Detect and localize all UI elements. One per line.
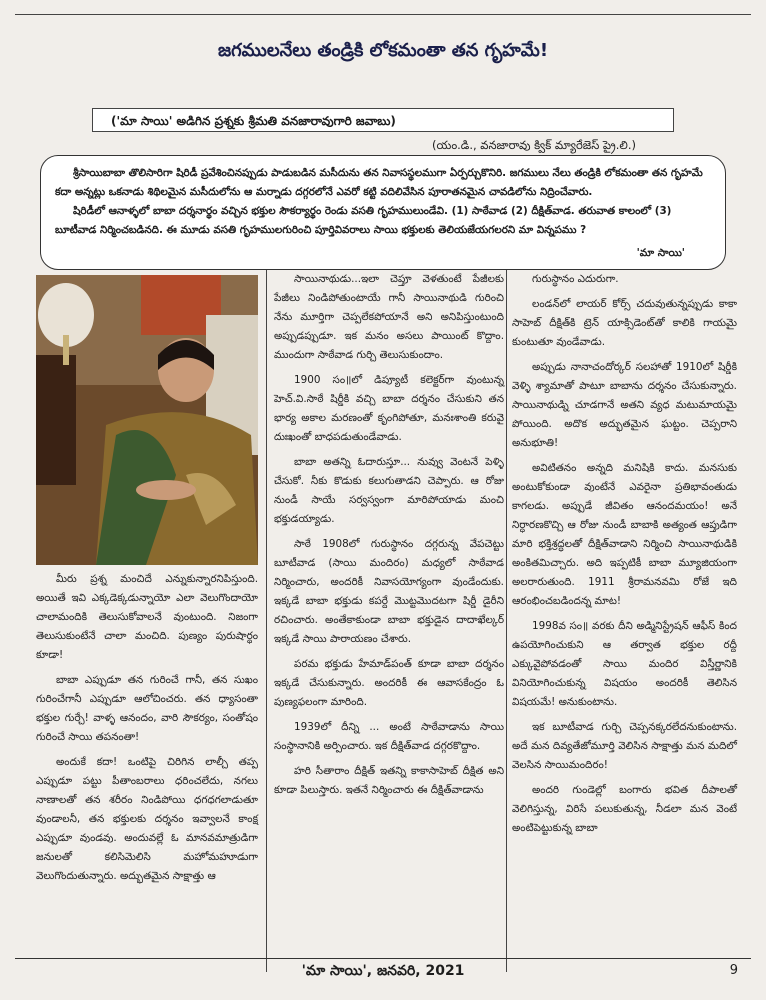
body-paragraph: అవిటితనం అన్నది మనిషికి కాదు. మనసుకు అంటుకోకుండా వుంటేనే ఎవరైనా ప్రతిభావంతుడు కాగలడు. అప్పుడే జీవితం ఆనందమయం! అనే నిర్ధారణకొచ్చి ఆ రోజు నుండీ బాబాకి అత్యంత ఆప్తుడిగా మారి భక్తిశ్రద్ధలతో దీక్షిత్‌వాడాని నిర్మించి సాయినాథుడికి అంకితమిచ్చారు. అది ఇప్పటికీ బాబా మ్యూజియంగా అలరారుతుంది. 1911 శ్రీరామనవమి రోజే ఇది ఆరంభించబడిందన్న మాట! [512,462,737,607]
body-paragraph: 1998వ సం॥ వరకు దీని అడ్మినిస్ట్రేషన్ ఆఫీస్ కింద ఉపయోగించుకుని ఆ తర్వాత భక్తుల రద్దీ ఎక్కువైపోవడంతో సాయి మందిర విస్తీర్ణానికి వినియోగించుకున్న విషయం అందరికీ తెలిసిన విషయమే! అనుకుంటాను. [512,620,737,708]
author-photo [36,275,258,565]
page-number: 9 [729,963,738,978]
article-title: జగములనేలు తండ్రికి లోకమంతా తన గృహమే! [217,40,549,61]
column-2 [274,270,504,806]
body-paragraph: మీరు ప్రశ్న మంచిదే ఎన్నుకున్నారనిపిస్తుంది. అయితే ఇవి ఎక్కడెక్కడున్నాయో ఎలా వెలుగొందాయో చాలామందికి తెలుసుకోవాలనే వుంటుంది. నిజంగా తెలుసుకుంటేనే చాలా మంచిది. పుణ్యం పురుషార్థం కూడా! [36,573,258,661]
question-paragraph: శ్రీసాయిబాబా తొలిసారిగా షిరిడీ ప్రవేశించినప్పుడు పాడుబడిన మసీదును తన నివాసస్థలముగా ఏర్పర్చుకొనిరి. జగములు నేలు తండ్రికి లోకమంతా తన గృహమే కదా అన్నట్లు ఒకనాడు శిథిలమైన మసీదులోను ఆ మర్నాడు దగ్గరలోనే ఎవరో కట్టి వదిలివేసిన పూరాతనమైన చావడిలోను నిద్రించేవారు. [55,167,703,198]
body-paragraph: 1939లో దీన్ని ... అంటే సాఠేవాడాను సాయి సంస్థానానికి అర్పించారు. ఇక దీక్షిత్‌వాడ దగ్గరకొద్దాం. [274,721,504,752]
column-1 [36,570,258,892]
body-paragraph: సాఠే 1908లో గురుస్థానం దగ్గరున్న వేపచెట్టు బూటీవాడ (సాయి మందిరం) మధ్యలో సాఠేవాడ నిర్మించారు, అందరికీ నివాసయోగ్యంగా వుండేందుకు. ఇక్కడే బాబా భక్తుడు కపర్దే మొట్టమొదటగా షిర్డీ డైరీని రచించారు. అంతేకాకుండా బాబా భక్తుడైన దాదాఖేల్కర్ ఇక్కడే సాయి పారాయణం చేశారు. [274,538,504,645]
byline-box: ('మా సాయి' అడిగిన ప్రశ్నకు శ్రీమతి వనజారావుగారి జవాబు) [92,108,674,132]
body-paragraph: లండన్‌లో లాయర్ కోర్స్ చదువుతున్నప్పుడు కాకా సాహెబ్ దీక్షిత్‌కి ట్రెన్ యాక్సిడెంట్‌తో కాలికి గాయమై కుంటుతూ వుండేవాడు. [512,298,737,348]
footer-rule [15,958,751,959]
column-divider [506,270,507,972]
body-paragraph: అప్పుడు నానాచందోర్కర్ సలహాతో 1910లో షిర్డీకి వెళ్ళి శ్యామాతో పాటూ బాబాను దర్శనం చేసుకున్నారు. సాయినాథుడ్ని చూడగానే అతని వ్యధ మటుమాయమై పోయింది. అదొక అద్భుతమైన ఘట్టం. చెప్పరాని అనుభూతి! [512,361,737,449]
body-paragraph: గురుస్థానం ఎదురుగా. [532,273,619,285]
body-paragraph: పరమ భక్తుడు హేమాడ్‌పంత్ కూడా బాబా దర్శనం ఇక్కడే చేసుకున్నారు. అందరికీ ఈ ఆవాసకేంద్రం ఓ పుణ్యఫలంగా మారింది. [274,658,504,708]
body-paragraph: అందరి గుండెల్లో బంగారు భవిత దీపాలతో వెలిగిస్తున్న, విరిసే పలుకుతున్న, నీడలా మన వెంటే అంటిపెట్టుకున్న బాబా [512,784,737,834]
body-paragraph: బాబా అతన్ని ఓదారుస్తూ... నువ్వు వెంటనే పెళ్ళి చేసుకో. నీకు కొడుకు కలుగుతాడని చెప్పారు. ఆ రోజు నుండీ సాయే సర్వస్వంగా మారిపోయాడు మంచి భక్తుడయ్యాడు. [274,456,504,525]
magazine-footer: 'మా సాయి', జనవరి, 2021 [301,963,465,979]
body-paragraph: సాయినాథుడు...ఇలా చెప్తూ వెళతుంటే పేజీలకు పేజీలు నిండిపోతుంటాయే గానీ సాయినాథుడి గురించి నేను మూర్తిగా చెప్పలేకపోయానే అని అనిపిస్తుంటుంది అప్పుడప్పుడూ. ఇక మనం అసలు పాయింట్ కొద్దాం. ముందుగా సాఠేవాడ గుర్చి తెలుసుకుందాం. [274,273,504,361]
column-3 [512,270,737,844]
question-signature: 'మా సాయి' [636,247,685,259]
body-paragraph: అందుకే కదా! ఒంటిపై చిరిగిన లాల్చీ తప్ప ఎప్పుడూ పట్టు పీతాంబరాలు ధరించలేదు, నగలు నాణాలతో తన శరీరం నిండిపోయి ధగధగలాడుతూ వుండాలనీ, తన భక్తులకు దర్శనం ఇవ్వాలనే కాంక్ష ఎప్పుడూ వుండవు. అందువల్లే ఓ మానవమాత్రుడిగా జనులతో కలిసిమెలిసి మహోమహూడుగా వెలుగొందుతున్నారు. అద్భుతమైన సాక్షాత్తు ఆ [36,756,258,882]
question-paragraph: షిరిడీలో ఆనాళ్ళలో బాబా దర్శనార్థం వచ్చిన భక్తుల సౌకర్యార్థం రెండు వసతి గృహములుండేవి. (1) సాఠేవాడ (2) దీక్షిత్‌వాడ. తరువాత కాలంలో (3) బూటీవాడ నిర్మించబడినది. ఈ మూడు వసతి గృహములగురించి పూర్తివివరాలు సాయి భక్తులకు తెలియజేయగలరని మా విన్నపము ? [55,205,672,236]
author-designation: (యం.డి., వనజారావు క్విక్ మ్యారేజెస్ ప్రై.లి.) [432,138,636,152]
top-rule [15,14,751,15]
author-photo-illustration [36,275,258,565]
body-paragraph: 1900 సం॥లో డిప్యూటీ కలెక్టర్‌గా వుంటున్న హెచ్.వి.సాఠే షిర్డీకి వచ్చి బాబా దర్శనం చేసుకుని తన భార్య అకాల మరణంతో కృంగిపోతూ, మనఃశాంతి కరువై దుఃఖంతో బాధపడుతుండేవాడు. [274,374,504,443]
body-paragraph: ఇక బూటీవాడ గుర్చి చెప్పనక్కరలేదనుకుంటాను. అదే మన దివ్యతేజోమూర్తి వెలిసిన సాక్షాత్తు మన మదిలో వెలసిన సాయిమందిరం! [512,721,737,771]
body-paragraph: హరి సీతారాం దీక్షిత్ ఇతన్ని కాకాసాహెబ్ దీక్షిత అని కూడా పిలుస్తారు. ఇతనే నిర్మించారు ఈ దీక్షిత్‌వాడాను [274,765,504,796]
question-box [40,155,726,270]
body-paragraph: బాబా ఎప్పుడూ తన గురించే గానీ, తన సుఖం గురించేగానీ ఎప్పుడూ ఆలోచించరు. తన ధ్యాసంతా భక్తుల గుర్చే! వాళ్ళ ఆనందం, వారి సౌకర్యం, సంతోషం గురించే సాయి తపనంతా! [36,674,258,743]
column-divider [266,270,267,972]
